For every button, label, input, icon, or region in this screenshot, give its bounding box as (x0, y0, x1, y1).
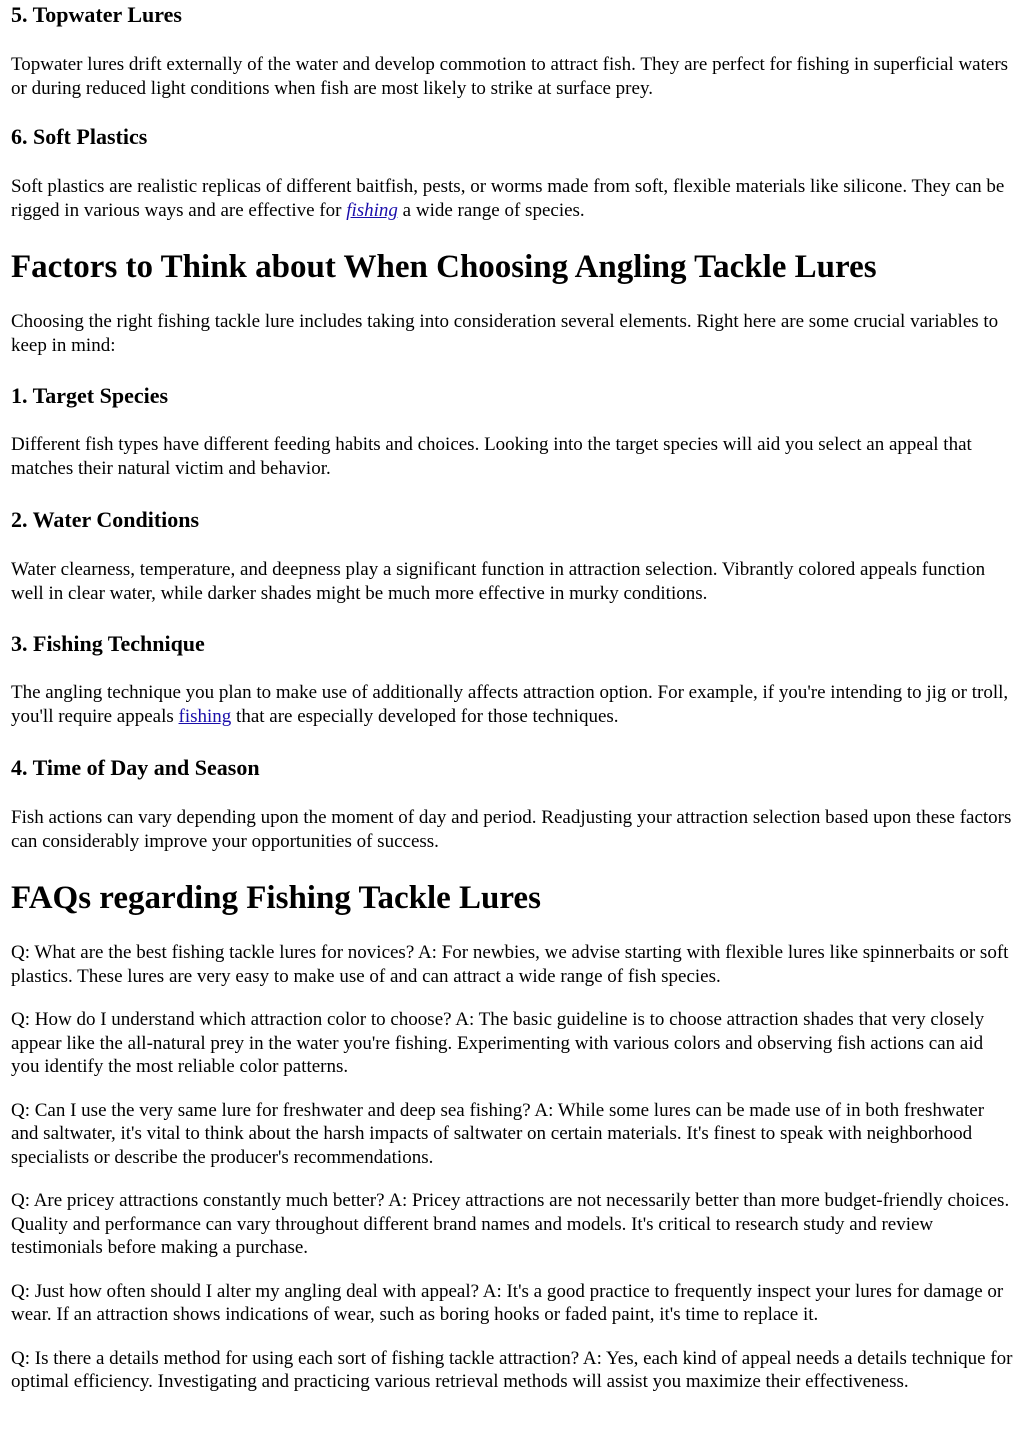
paragraph-topwater: Topwater lures drift externally of the water and develop commotion to attract fish. They are perfect for fishing in superficial waters or during reduced light conditions when fish are most likely to strike at surface prey. (11, 54, 1009, 99)
faq-item: Q: Is there a details method for using each sort of fishing tackle attraction? A: Yes, each kind of appeal needs a details technique for optimal efficiency. Investigating and practicing various retrieval methods will assist you maximize their effectiveness. (11, 1347, 1013, 1392)
article-content (0, 2, 1024, 1394)
paragraph-factors-intro: Choosing the right fishing tackle lure includes taking into consideration several elements. Right here are some crucial variables to keep in mind: (11, 311, 999, 356)
paragraph-water-conditions: Water clearness, temperature, and deepness play a significant function in attraction selection. Vibrantly colored appeals function well in clear water, while darker shades might be much more effective in murky conditions. (11, 559, 986, 604)
section-heading-water-conditions: 2. Water Conditions (11, 507, 200, 532)
paragraph-fishing-technique (11, 681, 1014, 728)
section-heading-time-of-day: 4. Time of Day and Season (11, 755, 260, 780)
paragraph-target-species: Different fish types have different feeding habits and choices. Looking into the target species will aid you select an appeal that matches their natural victim and behavior. (11, 434, 972, 479)
section-heading-faqs: FAQs regarding Fishing Tackle Lures (11, 880, 541, 916)
faq-item: Q: Can I use the very same lure for freshwater and deep sea fishing? A: While some lures can be made use of in both freshwater and saltwater, it's vital to think about the harsh impacts of saltwater on certain materials. It's finest to speak with neighborhood specialists or describe the producer's recommendations. (11, 1099, 985, 1168)
section-heading-topwater: 5. Topwater Lures (11, 2, 182, 27)
section-heading-fishing-technique: 3. Fishing Technique (11, 631, 205, 656)
paragraph-text: Soft plastics are realistic replicas of different baitfish, pests, or worms made from soft, flexible materials like silicone. They can be rigged in various ways and are effective for (11, 176, 1005, 221)
faq-item: Q: How do I understand which attraction color to choose? A: The basic guideline is to choose attraction shades that very closely appear like the all-natural prey in the water you're fishing. Experimenting with various colors and observing fish actions can aid you identify the most reliable color patterns. (11, 1009, 985, 1077)
section-heading-target-species: 1. Target Species (11, 383, 169, 408)
section-heading-soft-plastics: 6. Soft Plastics (11, 124, 148, 149)
paragraph-soft-plastics (11, 175, 1014, 222)
faq-item: Q: What are the best fishing tackle lures for novices? A: For newbies, we advise starting with flexible lures like spinnerbaits or soft plastics. These lures are very easy to make use of and can attract a wide range of fish species. (11, 942, 1009, 987)
fishing-link[interactable]: fishing (178, 705, 232, 727)
paragraph-text: The angling technique you plan to make use of additionally affects attraction option. For example, if you're intending to jig or troll, you'll require appeals (11, 682, 1009, 727)
faq-item: Q: Are pricey attractions constantly much better? A: Pricey attractions are not necessarily better than more budget-friendly choices. Quality and performance can vary throughout different brand names and models. It's critical to research study and review testimonials before making a purchase. (11, 1190, 1010, 1258)
paragraph-time-of-day: Fish actions can vary depending upon the moment of day and period. Readjusting your attraction selection based upon these factors can considerably improve your opportunities of success. (11, 807, 1012, 852)
faq-item: Q: Just how often should I alter my angling deal with appeal? A: It's a good practice to frequently inspect your lures for damage or wear. If an attraction shows indications of wear, such as boring hooks or faded paint, it's time to replace it. (11, 1280, 1004, 1325)
section-heading-factors: Factors to Think about When Choosing Angling Tackle Lures (11, 249, 877, 285)
paragraph-text: a wide range of species. (397, 199, 585, 221)
paragraph-text: that are especially developed for those techniques. (231, 705, 619, 727)
fishing-link[interactable]: fishing (346, 199, 398, 221)
